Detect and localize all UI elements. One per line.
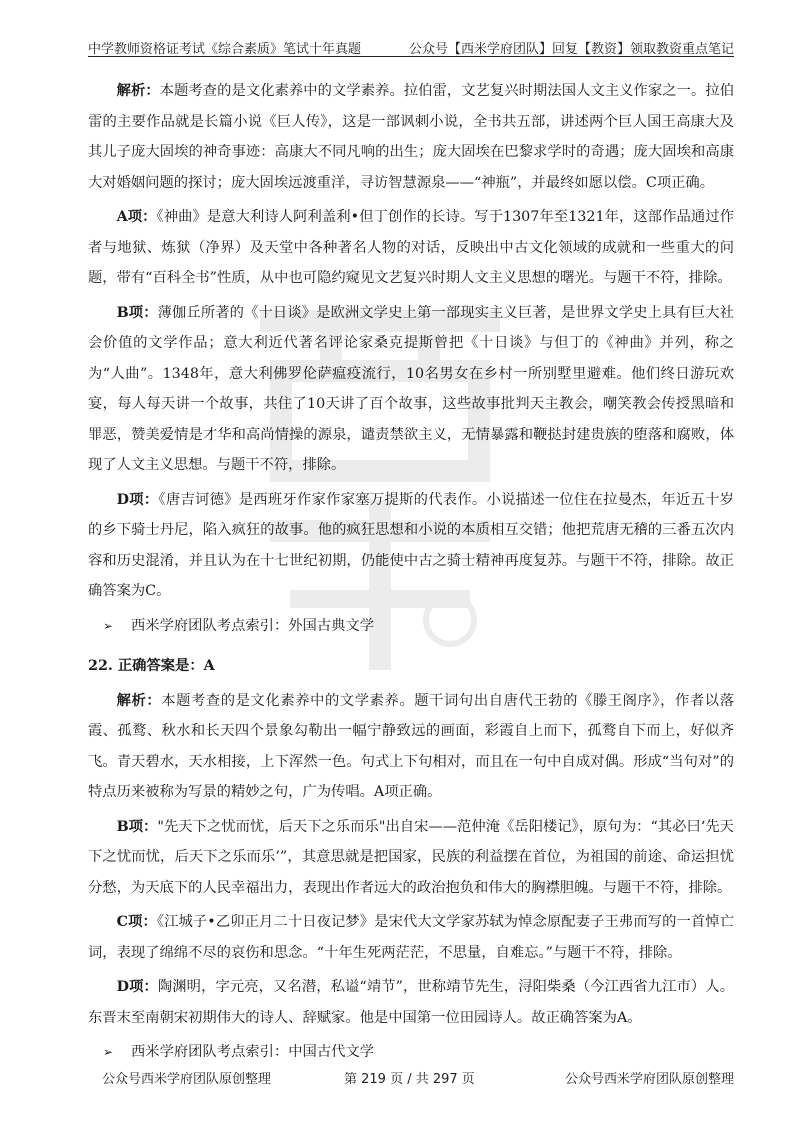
option-d-paragraph: [88, 485, 734, 607]
option-a-paragraph: [88, 202, 734, 294]
footer-left-text: 公众号西米学府团队原创整理: [102, 1072, 272, 1087]
analysis-text: 本题考查的是文化素养中的文学素养。拉伯雷，文艺复兴时期法国人文主义作家之一。拉伯雷的主要作品就是长篇小说《巨人传》，这是一部讽刺小说，全书共五部，讲述两个巨人国王高康大及其儿子庞大固埃的神奇事迹：高康大不同凡响的出生；庞大固埃在巴黎求学时的奇遇；庞大固埃和高康大对婚姻问题的探讨；庞大固埃远渡重洋，寻访智慧源泉——“神瓶”，并最终如愿以偿。C项正确。: [88, 83, 735, 191]
page-number: 第 219 页 / 共 297 页: [344, 1072, 475, 1087]
footer-right-text: 公众号西米学府团队原创整理: [564, 1072, 734, 1087]
knowledge-index-item: [88, 611, 734, 642]
analysis-label: 解析：: [116, 692, 162, 709]
question-title: 22. 正确答案是：A: [88, 658, 215, 674]
page-content: [88, 76, 734, 1078]
option-d-label: D项：: [116, 491, 159, 508]
option-a-label: A项：: [116, 209, 157, 225]
option-b-text: "先天下之忧而忧，后天下之乐而乐"出自宋——范仲淹《岳阳楼记》，原句为：“其必曰‘先天下之忧而忧，后天下之乐而乐’”，其意思就是把国家，民族的利益摆在首位，为祖国的前途、命运担忧分愁，为天底下的人民幸福出力，表现出作者远大的政治抱负和伟大的胸襟胆魄。与题干不符，排除。: [88, 818, 734, 896]
option-c-label: C项：: [116, 914, 157, 930]
option-b-label: B项：: [116, 818, 158, 835]
option-d-label: D项：: [116, 979, 158, 995]
option-a-text: 《神曲》是意大利诗人阿利盖利•但丁创作的长诗。写于1307年至1321年，这部作品通过作者与地狱、炼狱（净界）及天堂中各种著名人物的对话，反映出中古文化领域的成就和一些重大的问题，带有“百科全书”性质，从中也可隐约窥见文艺复兴时期人文主义思想的曙光。与题干不符，排除。: [88, 209, 734, 286]
option-b-paragraph: [88, 298, 734, 481]
arrow-bullet-icon: ➢: [103, 1045, 114, 1059]
header-right-text: 公众号【西米学府团队】回复【教资】领取教资重点笔记: [408, 42, 734, 57]
option-c-text: 《江城子•乙卯正月二十日夜记梦》是宋代大文学家苏轼为悼念原配妻子王弗而写的一首悼亡词，表现了绵绵不尽的哀伤和思念。“十年生死两茫茫，不思量，自难忘。”与题干不符，排除。: [88, 914, 734, 961]
knowledge-index-text: 西米学府团队考点索引：外国古典文学: [131, 617, 375, 634]
option-b-text: 薄伽丘所著的《十日谈》是欧洲文学史上第一部现实主义巨著，是世界文学史上具有巨大社会价值的文学作品；意大利近代著名评论家桑克提斯曾把《十日谈》与但丁的《神曲》并列，称之为“人曲”。1348年，意大利佛罗伦萨瘟疫流行，10名男女在乡村一所别墅里避难。他们终日游玩欢宴，每人每天讲一个故事，共住了10天讲了百个故事，这些故事批判天主教会，嘲笑教会传授黑暗和罪恶，赞美爱情是才华和高尚情操的源泉，谴责禁欲主义，无情暴露和鞭挞封建贵族的堕落和腐败，体现了人文主义思想。与题干不符，排除。: [88, 304, 734, 473]
knowledge-index-text: 西米学府团队考点索引：中国古代文学: [131, 1044, 375, 1060]
analysis-text: 本题考查的是文化素养中的文学素养。题干词句出自唐代王勃的《滕王阁序》，作者以落霞、孤鹜、秋水和长天四个景象勾勒出一幅宁静致远的画面，彩霞自上而下，孤鹜自下而上，好似齐飞。青天碧水，天水相接，上下浑然一色。句式上下句相对，而且在一句中自成对偶。形成“当句对”的特点历来被称为写景的精妙之句，广为传唱。A项正确。: [88, 692, 734, 800]
analysis-paragraph: [88, 76, 734, 198]
page-header: [88, 30, 734, 57]
option-b-label: B项：: [116, 304, 158, 321]
analysis-paragraph: [88, 686, 734, 808]
option-b-paragraph: [88, 812, 734, 904]
arrow-bullet-icon: ➢: [103, 618, 114, 633]
knowledge-index-item: [88, 1037, 734, 1068]
header-left-text: 中学教师资格证考试《综合素质》笔试十年真题: [88, 42, 362, 57]
option-c-paragraph: [88, 907, 734, 968]
option-d-paragraph: [88, 972, 734, 1033]
option-d-text: 《唐吉诃德》是西班牙作家作家塞万提斯的代表作。小说描述一位住在拉曼杰，年近五十岁的乡下骑士丹尼，陷入疯狂的故事。他的疯狂思想和小说的本质相互交错；他把荒唐无稽的三番五次内容和历史混淆，并且认为在十七世纪初期，仍能使中古之骑士精神再度复苏。与题干不符，排除。故正确答案为C。: [88, 491, 734, 599]
analysis-label: 解析：: [116, 83, 160, 99]
option-d-text: 陶渊明，字元亮，又名潜，私谥“靖节”，世称靖节先生，浔阳柴桑（今江西省九江市）人。东晋末至南朝宋初期伟大的诗人、辞赋家。他是中国第一位田园诗人。故正确答案为A。: [88, 979, 734, 1026]
